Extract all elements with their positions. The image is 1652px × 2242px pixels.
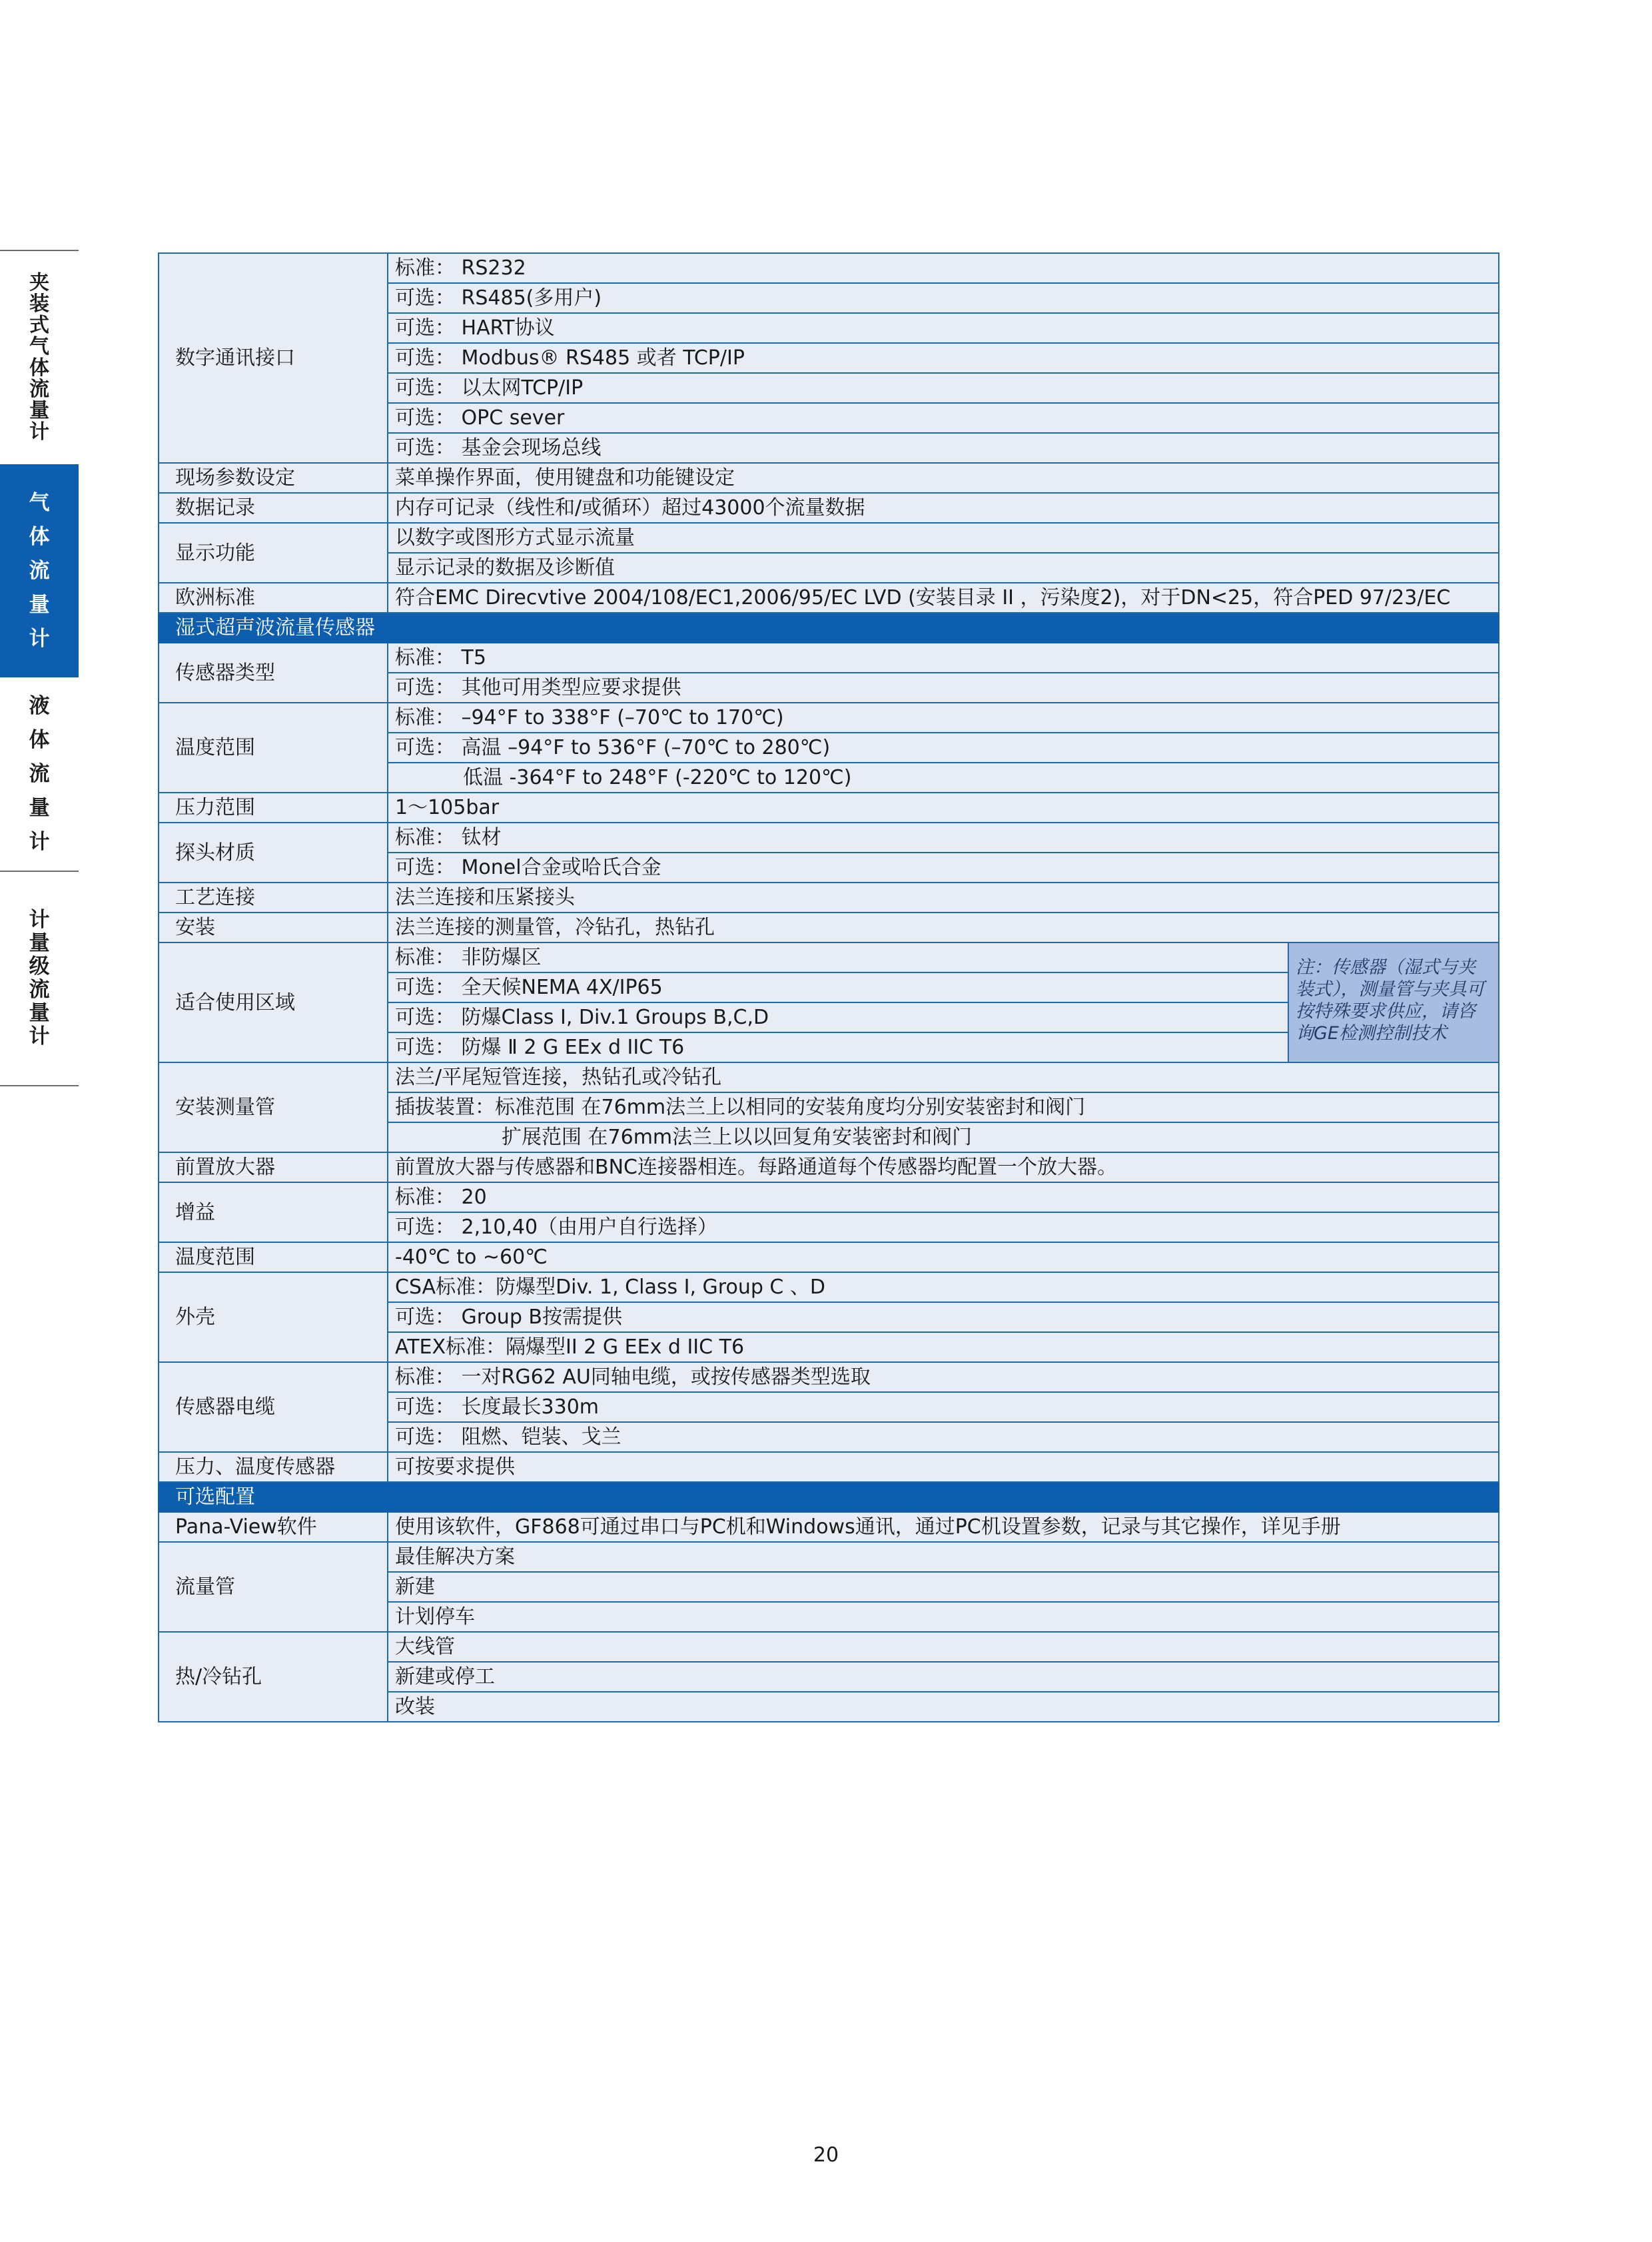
row-label: 温度范围 bbox=[159, 703, 388, 793]
tab-char: 夹 bbox=[29, 271, 49, 294]
row-value: -40℃ to ~60℃ bbox=[388, 1242, 1499, 1272]
tab-char: 体 bbox=[29, 727, 50, 752]
table-row bbox=[159, 253, 1499, 283]
section-title: 可选配置 bbox=[159, 1482, 1499, 1512]
row-label: 适合使用区域 bbox=[159, 942, 388, 1062]
tab-char: 气 bbox=[29, 335, 49, 358]
row-value: 插拔装置：标准范围 在76mm法兰上以相同的安装角度均分别安装密封和阀门 bbox=[388, 1092, 1499, 1122]
spec-table bbox=[158, 252, 1499, 1722]
row-value: 显示记录的数据及诊断值 bbox=[388, 553, 1499, 583]
row-label: 压力范围 bbox=[159, 793, 388, 823]
row-label: 数据记录 bbox=[159, 493, 388, 523]
table-row bbox=[159, 703, 1499, 733]
tab-char: 计 bbox=[29, 626, 50, 651]
tab-char: 计 bbox=[29, 908, 50, 932]
row-value: 可选： HART协议 bbox=[388, 313, 1499, 343]
row-value: ATEX标准：隔爆型II 2 G EEx d IIC T6 bbox=[388, 1332, 1499, 1362]
row-value: 可选： Monel合金或哈氏合金 bbox=[388, 853, 1499, 883]
tab-char: 装 bbox=[29, 292, 49, 316]
tab-char: 气 bbox=[29, 490, 50, 515]
side-nav bbox=[0, 250, 79, 1086]
table-row bbox=[159, 823, 1499, 853]
row-label: 外壳 bbox=[159, 1272, 388, 1362]
row-label: 安装测量管 bbox=[159, 1062, 388, 1152]
row-value: 可选： 以太网TCP/IP bbox=[388, 373, 1499, 403]
row-value: 新建或停工 bbox=[388, 1662, 1499, 1692]
row-value: 可选： 防爆Class I, Div.1 Groups B,C,D bbox=[388, 1002, 1288, 1032]
table-row bbox=[159, 1362, 1499, 1392]
row-value: 标准： 一对RG62 AU同轴电缆，或按传感器类型选取 bbox=[388, 1362, 1499, 1392]
row-value: 可选： 其他可用类型应要求提供 bbox=[388, 673, 1499, 703]
row-value: 法兰连接和压紧接头 bbox=[388, 883, 1499, 913]
section-header bbox=[159, 1482, 1499, 1512]
tab-char: 体 bbox=[29, 356, 49, 380]
row-value: 前置放大器与传感器和BNC连接器相连。每路通道每个传感器均配置一个放大器。 bbox=[388, 1152, 1499, 1182]
tab-char: 量 bbox=[29, 795, 50, 820]
row-value: 最佳解决方案 bbox=[388, 1542, 1499, 1572]
tab-char: 计 bbox=[29, 1024, 50, 1048]
table-row bbox=[159, 1152, 1499, 1182]
row-value: 标准： 20 bbox=[388, 1182, 1499, 1212]
row-value: 可选： 防爆 Ⅱ 2 G EEx d IIC T6 bbox=[388, 1032, 1288, 1062]
row-label: 现场参数设定 bbox=[159, 463, 388, 493]
row-label: 热/冷钻孔 bbox=[159, 1632, 388, 1722]
row-value: 可选： 2,10,40（由用户自行选择） bbox=[388, 1212, 1499, 1242]
row-label: 探头材质 bbox=[159, 823, 388, 883]
row-value: 标准： 钛材 bbox=[388, 823, 1499, 853]
table-row bbox=[159, 1272, 1499, 1302]
tab-char: 式 bbox=[29, 314, 49, 337]
row-value: 标准： RS232 bbox=[388, 253, 1499, 283]
side-tab-gas[interactable] bbox=[0, 464, 79, 677]
row-value: 可选： 基金会现场总线 bbox=[388, 433, 1499, 463]
table-row bbox=[159, 643, 1499, 673]
table-row bbox=[159, 523, 1499, 553]
tab-char: 量 bbox=[29, 931, 50, 955]
tab-char: 流 bbox=[29, 761, 50, 786]
row-value: 标准： 非防爆区 bbox=[388, 942, 1288, 972]
row-value: 菜单操作界面，使用键盘和功能键设定 bbox=[388, 463, 1499, 493]
section-title: 湿式超声波流量传感器 bbox=[159, 613, 1499, 643]
row-value: 可选： 长度最长330m bbox=[388, 1392, 1499, 1422]
row-value: 扩展范围 在76mm法兰上以以回复角安装密封和阀门 bbox=[388, 1122, 1499, 1152]
table-row bbox=[159, 493, 1499, 523]
row-value: 标准： –94°F to 338°F (–70℃ to 170℃) bbox=[388, 703, 1499, 733]
row-label: 增益 bbox=[159, 1182, 388, 1242]
tab-char: 量 bbox=[29, 592, 50, 617]
row-label: Pana-View软件 bbox=[159, 1512, 388, 1542]
table-row bbox=[159, 1062, 1499, 1092]
row-value: 可选： Modbus® RS485 或者 TCP/IP bbox=[388, 343, 1499, 373]
row-value: 可按要求提供 bbox=[388, 1452, 1499, 1482]
tab-char: 级 bbox=[29, 954, 50, 978]
table-row bbox=[159, 1512, 1499, 1542]
row-value: 可选： OPC sever bbox=[388, 403, 1499, 433]
row-value: CSA标准：防爆型Div. 1, Class I, Group C 、D bbox=[388, 1272, 1499, 1302]
row-value: 法兰/平尾短管连接，热钻孔或冷钻孔 bbox=[388, 1062, 1499, 1092]
tab-char: 流 bbox=[29, 558, 50, 583]
row-value: 低温 -364°F to 248°F (-220℃ to 120℃) bbox=[388, 763, 1499, 793]
row-value: 可选： 阻燃、铠装、戈兰 bbox=[388, 1422, 1499, 1452]
side-tab-custody[interactable] bbox=[0, 872, 79, 1085]
tab-char: 量 bbox=[29, 1001, 50, 1025]
tab-char: 计 bbox=[29, 829, 50, 854]
table-row bbox=[159, 793, 1499, 823]
tab-char: 流 bbox=[29, 378, 49, 401]
tab-char: 计 bbox=[29, 420, 49, 444]
row-label: 数字通讯接口 bbox=[159, 253, 388, 463]
table-row bbox=[159, 942, 1499, 972]
table-row bbox=[159, 1632, 1499, 1662]
row-value: 可选： RS485(多用户) bbox=[388, 283, 1499, 313]
row-label: 显示功能 bbox=[159, 523, 388, 583]
row-label: 工艺连接 bbox=[159, 883, 388, 913]
tab-char: 体 bbox=[29, 524, 50, 549]
table-row bbox=[159, 1242, 1499, 1272]
row-value: 符合EMC Direcvtive 2004/108/EC1,2006/95/EC LVD (安装目录 II ，污染度2)，对于DN<25，符合PED 97/23/EC bbox=[388, 583, 1499, 613]
row-label: 安装 bbox=[159, 913, 388, 942]
row-value: 大线管 bbox=[388, 1632, 1499, 1662]
row-value: 可选： 高温 –94°F to 536°F (–70℃ to 280℃) bbox=[388, 733, 1499, 763]
page-number: 20 bbox=[813, 2143, 839, 2167]
row-value: 标准： T5 bbox=[388, 643, 1499, 673]
table-row bbox=[159, 583, 1499, 613]
row-value: 新建 bbox=[388, 1572, 1499, 1602]
side-divider bbox=[0, 1085, 79, 1086]
row-value: 内存可记录（线性和/或循环）超过43000个流量数据 bbox=[388, 493, 1499, 523]
row-label: 流量管 bbox=[159, 1542, 388, 1632]
row-label: 传感器类型 bbox=[159, 643, 388, 703]
side-tab-clamp-on-gas[interactable] bbox=[0, 251, 79, 464]
row-label: 前置放大器 bbox=[159, 1152, 388, 1182]
tab-char: 量 bbox=[29, 399, 49, 422]
tab-char: 液 bbox=[29, 693, 50, 718]
table-row bbox=[159, 883, 1499, 913]
table-row bbox=[159, 913, 1499, 942]
row-label: 欧洲标准 bbox=[159, 583, 388, 613]
tab-char: 流 bbox=[29, 978, 50, 1002]
table-row bbox=[159, 463, 1499, 493]
side-tab-liquid[interactable] bbox=[0, 677, 79, 871]
row-value: 可选： 全天候NEMA 4X/IP65 bbox=[388, 972, 1288, 1002]
table-row bbox=[159, 1452, 1499, 1482]
table-row bbox=[159, 1182, 1499, 1212]
row-label: 压力、温度传感器 bbox=[159, 1452, 388, 1482]
section-header bbox=[159, 613, 1499, 643]
row-value: 使用该软件，GF868可通过串口与PC机和Windows通讯，通过PC机设置参数，记录与其它操作，详见手册 bbox=[388, 1512, 1499, 1542]
row-value: 计划停车 bbox=[388, 1602, 1499, 1632]
row-value: 1～105bar bbox=[388, 793, 1499, 823]
row-label: 温度范围 bbox=[159, 1242, 388, 1272]
row-value: 可选： Group B按需提供 bbox=[388, 1302, 1499, 1332]
row-value: 以数字或图形方式显示流量 bbox=[388, 523, 1499, 553]
table-row bbox=[159, 1542, 1499, 1572]
row-value: 法兰连接的测量管，冷钻孔，热钻孔 bbox=[388, 913, 1499, 942]
note-box: 注：传感器（湿式与夹装式），测量管与夹具可按特殊要求供应，请咨询GE检测控制技术 bbox=[1288, 942, 1499, 1062]
row-value: 改装 bbox=[388, 1692, 1499, 1722]
row-label: 传感器电缆 bbox=[159, 1362, 388, 1452]
